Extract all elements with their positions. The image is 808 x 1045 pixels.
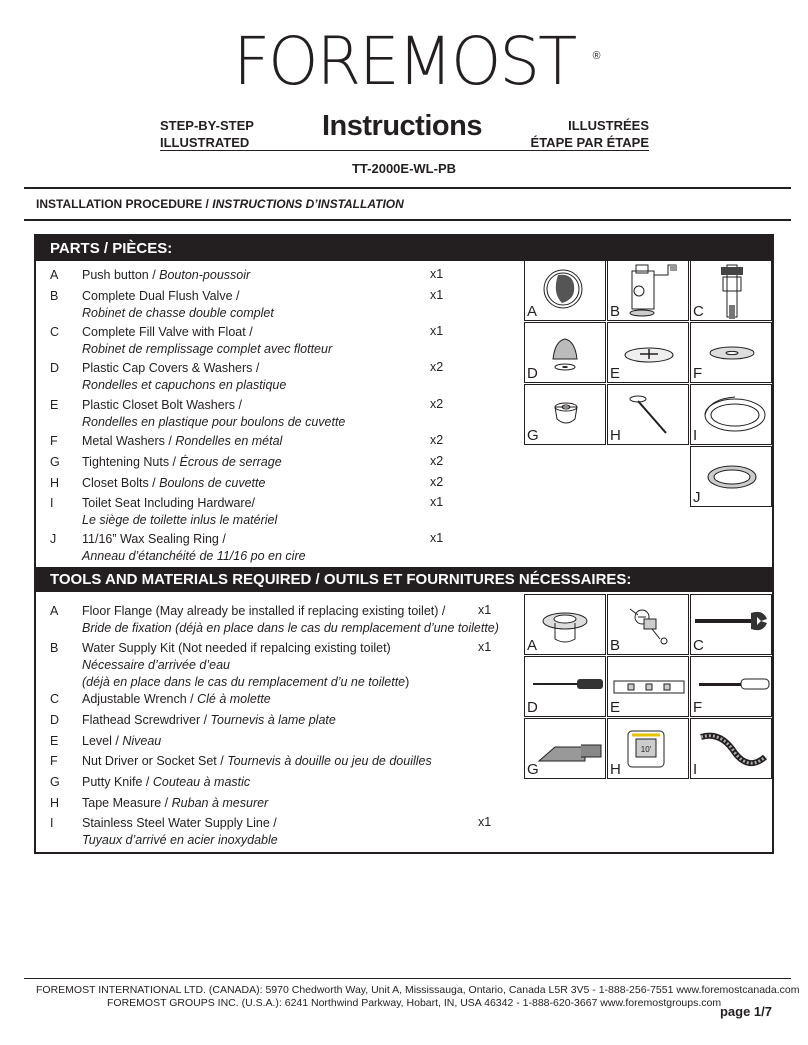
item-english: Complete Fill Valve with Float /	[82, 325, 253, 339]
supply-line-icon	[691, 719, 773, 780]
wax-ring-icon	[691, 447, 773, 508]
item-french: Couteau à mastic	[152, 775, 251, 789]
cell-letter: D	[527, 365, 538, 382]
item-description	[82, 288, 274, 322]
item-french: Anneau d’étanchéité de 11/16 po en cire	[82, 549, 306, 563]
cell-letter: C	[693, 637, 704, 654]
item-english: Plastic Cap Covers & Washers /	[82, 361, 260, 375]
item-letter: F	[50, 434, 58, 448]
cell-letter: H	[610, 761, 621, 778]
cell-letter: G	[527, 761, 539, 778]
illustration-cell	[524, 656, 606, 717]
cell-letter: F	[693, 365, 703, 382]
item-french: Rondelles en plastique pour boulons de cuvette	[82, 415, 346, 429]
illustration-cell	[690, 594, 772, 655]
cell-letter: F	[693, 699, 703, 716]
item-quantity: x2	[430, 397, 444, 411]
item-letter: D	[50, 361, 60, 375]
cell-letter: D	[527, 699, 538, 716]
item-description	[82, 360, 286, 394]
illustration-cell	[607, 322, 689, 383]
cell-letter: G	[527, 427, 539, 444]
registered-mark: ®	[592, 50, 601, 62]
item-quantity: x1	[430, 531, 444, 545]
item-quantity: x2	[430, 433, 444, 447]
item-description	[82, 733, 161, 750]
item-english: Metal Washers /	[82, 434, 176, 448]
item-english: Toilet Seat Including Hardware/	[82, 496, 256, 510]
item-description	[82, 795, 268, 812]
tools-heading: TOOLS AND MATERIALS REQUIRED / OUTILS ET FOURNITURES NÉCESSAIRES:	[36, 567, 772, 592]
illustration-cell	[524, 260, 606, 321]
level-icon	[608, 657, 690, 718]
item-english: Tape Measure /	[82, 796, 172, 810]
parts-tools-box	[34, 234, 774, 854]
push-button-icon	[525, 261, 607, 322]
item-english: Tightening Nuts /	[82, 455, 180, 469]
item-french-note: (déjà en place dans le cas du remplacement d’u ne toilette	[82, 675, 406, 689]
item-french: Rondelles et capuchons en plastique	[82, 378, 287, 392]
illustration-cell	[690, 322, 772, 383]
page-number: page 1/7	[719, 1004, 772, 1019]
divider	[24, 219, 791, 221]
illustration-cell	[690, 656, 772, 717]
item-french-note-end: )	[405, 675, 410, 689]
nut-driver-icon	[691, 657, 773, 718]
item-letter: D	[50, 713, 60, 727]
procedure-heading: INSTALLATION PROCEDURE / INSTRUCTIONS D’INSTALLATION	[36, 197, 404, 211]
item-quantity: x1	[478, 640, 492, 654]
illustration-cell	[607, 718, 689, 779]
item-description	[82, 267, 250, 284]
item-french: Boulons de cuvette	[159, 476, 266, 490]
item-letter: G	[50, 455, 60, 469]
header-divider	[160, 150, 649, 151]
item-description	[82, 433, 282, 450]
brand-logo: FOREMOST ®	[0, 26, 808, 98]
item-english: Push button /	[82, 268, 160, 282]
toilet-seat-icon	[691, 385, 773, 446]
item-french: Tuyaux d’arrivé en acier inoxydable	[82, 833, 278, 847]
item-french: Ruban à mesurer	[171, 796, 269, 810]
item-english: Stainless Steel Water Supply Line /	[82, 816, 277, 830]
svg-text:10': 10'	[640, 745, 652, 754]
item-quantity: x2	[430, 360, 444, 374]
illustration-cell	[607, 260, 689, 321]
cell-letter: B	[610, 303, 621, 320]
water-supply-kit-icon	[608, 595, 690, 656]
illustration-cell	[607, 656, 689, 717]
cell-letter: E	[610, 699, 621, 716]
item-english: Adjustable Wrench /	[82, 692, 198, 706]
header-left: STEP-BY-STEP ILLUSTRATED	[160, 118, 254, 150]
item-description	[82, 712, 336, 729]
item-letter: H	[50, 476, 60, 490]
item-letter: G	[50, 775, 60, 789]
item-french: Bouton-poussoir	[159, 268, 251, 282]
item-french: Robinet de remplissage complet avec flotteur	[82, 342, 333, 356]
item-description	[82, 454, 282, 471]
item-letter: J	[50, 532, 57, 546]
item-letter: E	[50, 398, 59, 412]
cell-letter: C	[693, 303, 704, 320]
item-letter: A	[50, 604, 59, 618]
flush-valve-icon	[608, 261, 690, 322]
item-french: Nécessaire d’arrivée d’eau	[82, 658, 230, 672]
item-description	[82, 815, 278, 849]
item-french: Robinet de chasse double complet	[82, 306, 274, 320]
item-french: Bride de fixation (déjà en place dans le cas du remplacement d’une toilette)	[82, 621, 499, 635]
floor-flange-icon	[525, 595, 607, 656]
bolt-washer-icon	[608, 323, 690, 384]
item-english: Flathead Screwdriver /	[82, 713, 211, 727]
item-letter: F	[50, 754, 58, 768]
item-french: Tournevis à lame plate	[210, 713, 336, 727]
item-english: Level /	[82, 734, 123, 748]
illustration-cell	[524, 594, 606, 655]
footer-usa: FOREMOST GROUPS INC. (U.S.A.): 6241 Northwind Parkway, Hobart, IN, USA 46342 - 1-888-620-3667 www.foremostgroups.com	[107, 997, 722, 1009]
cell-letter: A	[527, 637, 538, 654]
item-description	[82, 324, 332, 358]
item-description	[82, 774, 250, 791]
item-letter: E	[50, 734, 59, 748]
item-french: Écrous de serrage	[179, 455, 282, 469]
item-description	[82, 640, 409, 691]
item-quantity: x1	[478, 815, 492, 829]
item-quantity: x1	[430, 267, 444, 281]
illustration-cell	[690, 718, 772, 779]
footer-canada: FOREMOST INTERNATIONAL LTD. (CANADA): 5970 Chedworth Way, Unit A, Mississauga, Ontario, Canada L5R 3V5 - 1-888-256-7551 www.foremostcanada.com	[36, 984, 800, 996]
cell-letter: H	[610, 427, 621, 444]
item-letter: I	[50, 816, 54, 830]
item-english: Nut Driver or Socket Set /	[82, 754, 228, 768]
illustration-cell	[690, 446, 772, 507]
item-english: Closet Bolts /	[82, 476, 160, 490]
illustration-cell	[524, 322, 606, 383]
page-title: Instructions	[322, 110, 482, 142]
illustration-cell	[690, 384, 772, 445]
item-english: Water Supply Kit (Not needed if repalcing existing toilet)	[82, 641, 391, 655]
item-quantity: x1	[430, 288, 444, 302]
item-letter: A	[50, 268, 59, 282]
illustration-cell	[524, 718, 606, 779]
cell-letter: A	[527, 303, 538, 320]
item-description	[82, 397, 345, 431]
item-french: Tournevis à douille ou jeu de douilles	[227, 754, 432, 768]
illustration-cell	[524, 384, 606, 445]
item-french: Le siège de toilette inlus le matériel	[82, 513, 278, 527]
item-quantity: x1	[430, 324, 444, 338]
item-quantity: x1	[478, 603, 492, 617]
cell-letter: I	[693, 427, 698, 444]
item-description	[82, 603, 499, 637]
item-description	[82, 753, 432, 770]
item-description	[82, 691, 271, 708]
item-description	[82, 475, 265, 492]
item-english: 11/16” Wax Sealing Ring /	[82, 532, 226, 546]
item-quantity: x1	[430, 495, 444, 509]
item-description	[82, 495, 277, 529]
item-quantity: x2	[430, 454, 444, 468]
item-french: Clé à molette	[197, 692, 271, 706]
item-english: Plastic Closet Bolt Washers /	[82, 398, 243, 412]
item-letter: C	[50, 325, 60, 339]
cell-letter: E	[610, 365, 621, 382]
item-english: Complete Dual Flush Valve /	[82, 289, 240, 303]
footer-divider	[24, 978, 791, 979]
item-english: Floor Flange (May already be installed if replacing existing toilet) /	[82, 604, 446, 618]
illustration-cell	[607, 384, 689, 445]
item-letter: I	[50, 496, 54, 510]
item-english: Putty Knife /	[82, 775, 153, 789]
header-right: ILLUSTRÉES ÉTAPE PAR ÉTAPE	[530, 118, 649, 150]
item-letter: B	[50, 641, 59, 655]
item-letter: C	[50, 692, 60, 706]
divider	[24, 187, 791, 189]
cell-letter: B	[610, 637, 621, 654]
cell-letter: J	[693, 489, 701, 506]
illustration-cell	[607, 594, 689, 655]
cell-letter: I	[693, 761, 698, 778]
item-french: Niveau	[122, 734, 162, 748]
item-french: Rondelles en métal	[175, 434, 283, 448]
illustration-cell	[690, 260, 772, 321]
item-quantity: x2	[430, 475, 444, 489]
item-letter: H	[50, 796, 60, 810]
model-number: TT-2000E-WL-PB	[351, 161, 456, 176]
metal-washer-icon	[691, 323, 773, 384]
item-letter: B	[50, 289, 59, 303]
item-description	[82, 531, 306, 565]
parts-heading: PARTS / PIÈCES:	[36, 236, 772, 261]
